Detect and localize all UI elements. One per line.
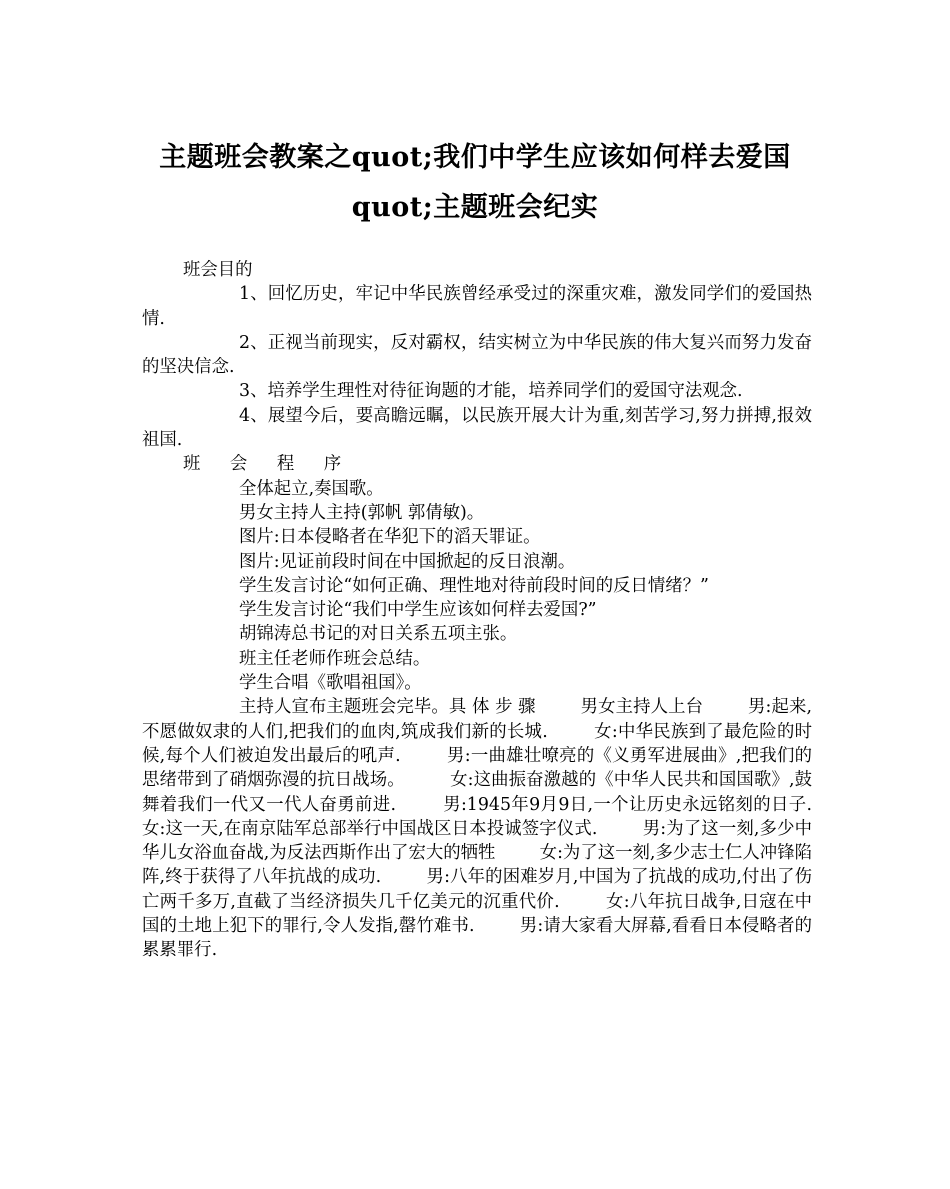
section-heading-program: 班 会 程 序 [183, 454, 354, 475]
section-heading-purpose: 班会目的 [183, 260, 253, 280]
program-item: 图片:日本侵略者在华犯下的滔天罪证。 [239, 527, 541, 548]
program-item: 胡锦涛总书记的对日关系五项主张。 [239, 624, 518, 645]
program-item: 学生发言讨论“我们中学生应该如何样去爱国?” [239, 600, 597, 621]
purpose-item: 4、展望今后，要高瞻远瞩，以民族开展大计为重,刻苦学习,努力拼搏,报效祖国. [142, 405, 812, 451]
program-item: 班主任老师作班会总结。 [239, 648, 431, 669]
purpose-item: 3、培养学生理性对待征询题的才能，培养同学们的爱国守法观念. [239, 381, 743, 402]
program-item: 全体起立,奏国歌。 [239, 478, 384, 499]
program-item: 图片:见证前段时间在中国掀起的反日浪潮。 [239, 551, 576, 572]
purpose-item: 1、回忆历史，牢记中华民族曾经承受过的深重灾难，激发同学们的爱国热情. [142, 284, 812, 329]
program-closing-script: 主持人宣布主题班会完毕。具 体 步 骤 男女主持人上台 男:起来,不愿做奴隶的人们,把我们的血肉,筑成我们新的长城. 女:中华民族到了最危险的时候,每个人们被迫发出最后的吼声. 男:一曲雄壮嘹亮的《义勇军进展曲》,把我们的思绪带到了硝烟弥漫的抗日战场。 女:这曲振奋激越的《中华人民共和国国歌》,鼓舞着我们一代又一代人奋勇前进. 男:1945年9月9日,一个让历史永远铭刻的日子. 女:这一天,在南京陆军总部举行中国战区日本投诚签字仪式. 男:为了这一刻,多少中华儿女浴血奋战,为反法西斯作出了宏大的牺牲 女:为了这一刻,多少志士仁人冲锋陷阵,终于获得了八年抗战的成功. 男:八年的困难岁月,中国为了抗战的成功,付出了伤亡两千多万,直截了当经济损失几千亿美元的沉重代价. 女:八年抗日战争,日寇在中国的土地上犯下的罪行,令人发指,罄竹难书. 男:请大家看大屏幕,看看日本侵略者的累累罪行. [142, 697, 857, 961]
purpose-item: 2、正视当前现实，反对霸权，结实树立为中华民族的伟大复兴而努力发奋的坚决信念. [142, 332, 812, 378]
document-title-line-1: 主题班会教案之quot;我们中学生应该如何样去爱国 [159, 142, 791, 173]
program-item: 学生发言讨论“如何正确、理性地对待前段时间的反日情绪？” [239, 575, 709, 596]
program-item: 男女主持人主持(郭帆 郭倩敏)。 [239, 502, 485, 523]
document-body [142, 258, 857, 963]
program-item: 学生合唱《歌唱祖国》。 [239, 673, 422, 694]
document-title-line-2: quot;主题班会纪实 [351, 192, 599, 223]
